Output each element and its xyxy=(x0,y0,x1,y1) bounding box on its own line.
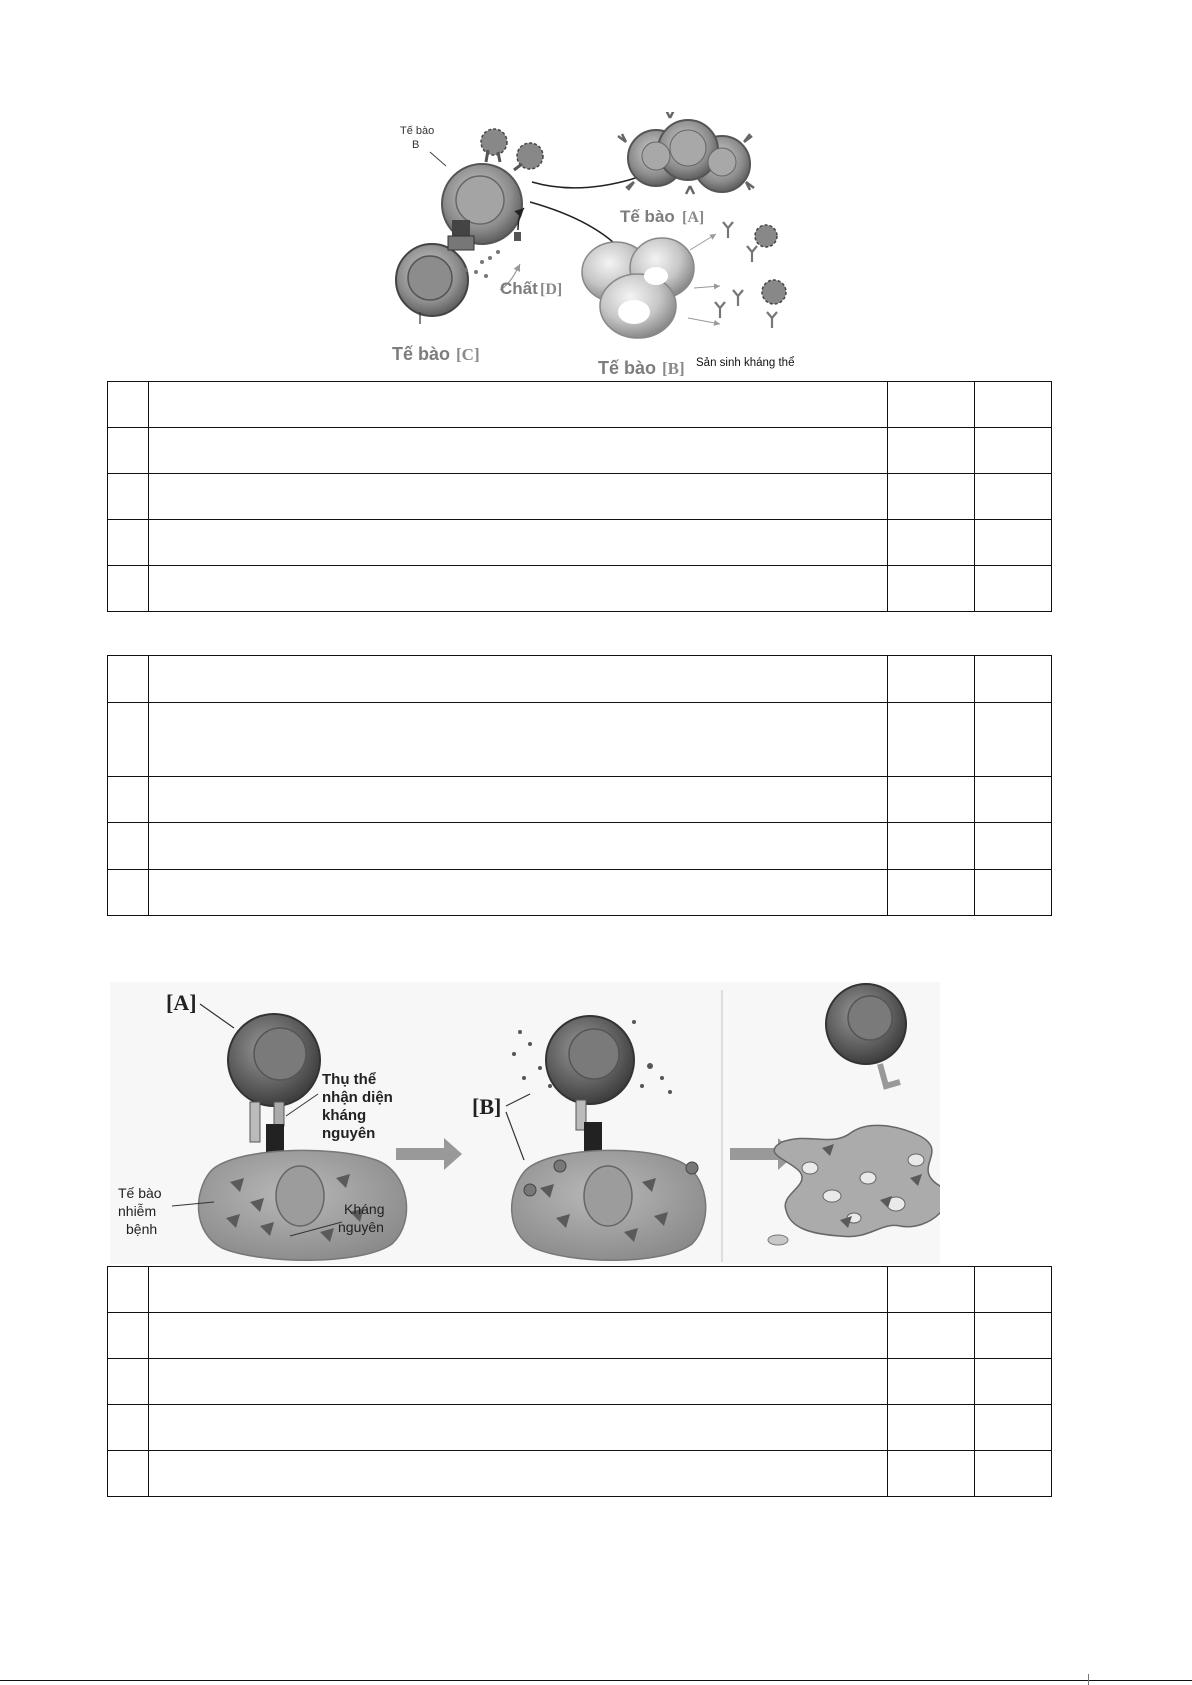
table-row xyxy=(108,1405,1052,1451)
table-row xyxy=(108,428,1052,474)
table-row xyxy=(108,520,1052,566)
label-receptor-line2: nhận diện xyxy=(322,1089,393,1106)
table-row xyxy=(108,382,1052,428)
label-b: [B] xyxy=(472,1094,502,1119)
pathogen-icon xyxy=(755,225,786,304)
t-helper-cell-icon xyxy=(396,244,468,324)
memory-cell-cluster-icon xyxy=(618,112,754,194)
label-cell-a-tag: [A] xyxy=(682,209,705,226)
table-row xyxy=(108,1267,1052,1313)
label-substance-d: Chất xyxy=(500,279,538,298)
t-cell-icon xyxy=(228,1014,320,1106)
figure-b-cell-activation xyxy=(390,112,870,380)
page-bottom-rule xyxy=(0,1680,1192,1681)
label-substance-d-tag: [D] xyxy=(540,281,563,298)
label-a: [A] xyxy=(166,990,197,1015)
label-infected-line3: bệnh xyxy=(126,1221,158,1237)
label-cell-b: Tế bào xyxy=(598,358,657,378)
plasma-cell-cluster-icon xyxy=(582,238,694,338)
label-cell-c-tag: [C] xyxy=(456,345,480,364)
label-receptor-line3: kháng xyxy=(322,1107,367,1124)
label-antibody-production: Sản sinh kháng thể xyxy=(696,357,795,369)
label-cell-c: Tế bào xyxy=(392,344,451,364)
label-cell-b-tag: [B] xyxy=(662,359,685,378)
table-row xyxy=(108,703,1052,777)
label-cell-a: Tế bào xyxy=(620,207,675,226)
table-row xyxy=(108,777,1052,823)
label-antigen-line2: nguyên xyxy=(338,1219,384,1235)
table-row xyxy=(108,566,1052,612)
answer-table-2 xyxy=(107,655,1052,916)
label-infected-line2: nhiễm xyxy=(118,1203,157,1219)
label-infected-line1: Tế bào xyxy=(118,1185,162,1201)
table-row xyxy=(108,1451,1052,1497)
page-edge-mark xyxy=(1088,1674,1089,1685)
figure-cytotoxic-t-cell xyxy=(110,982,940,1264)
table-row xyxy=(108,474,1052,520)
table-row xyxy=(108,656,1052,703)
table-row xyxy=(108,870,1052,916)
label-antigen-line1: Kháng xyxy=(344,1201,385,1217)
label-b-cell-line2: B xyxy=(412,139,420,151)
label-b-cell-line1: Tế bào xyxy=(400,125,435,137)
table-row xyxy=(108,823,1052,870)
label-receptor-line1: Thụ thể xyxy=(322,1071,377,1088)
infected-cell-icon xyxy=(512,1150,706,1260)
answer-table-3 xyxy=(107,1266,1052,1497)
answer-table-1 xyxy=(107,381,1052,612)
table-row xyxy=(108,1313,1052,1359)
label-receptor-line4: nguyên xyxy=(322,1125,376,1142)
table-row xyxy=(108,1359,1052,1405)
